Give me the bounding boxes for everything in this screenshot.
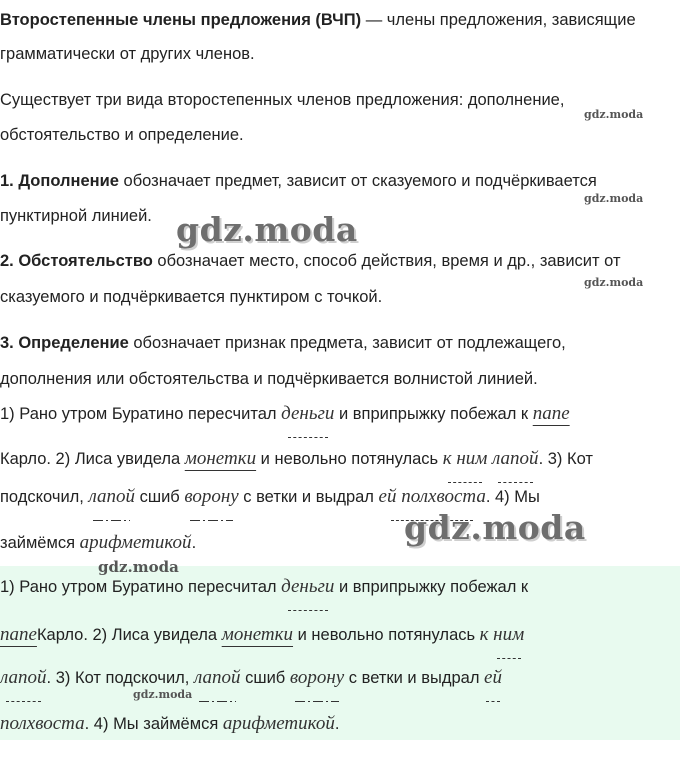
intro-line-2: грамматически от других членов. xyxy=(0,45,255,63)
watermark-big: gdz.moda xyxy=(176,210,358,249)
answer-word-dengi: деньги xyxy=(281,568,334,606)
circumstance-term: 2. Обстоятельство xyxy=(0,252,153,270)
watermark-small: gdz.moda xyxy=(584,192,644,205)
answer-line-2 xyxy=(0,616,676,654)
answer-text: . xyxy=(334,715,340,733)
types-line-1: Существует три вида второстепенных членов предложения: дополнение, xyxy=(0,91,565,109)
intro-term: Второстепенные члены предложения (ВЧП) xyxy=(0,11,362,29)
watermark-small: gdz.moda xyxy=(584,276,644,289)
exercise-text: и невольно потянулась xyxy=(256,450,443,468)
definition-text: обозначает признак предмета, зависит от подлежащего, xyxy=(128,334,566,352)
definition-line-1 xyxy=(0,324,676,362)
answer-word-nim: ним xyxy=(493,616,524,654)
addition-line-1 xyxy=(0,162,676,200)
types-line-2: обстоятельство и определение. xyxy=(0,126,244,144)
intro-line-1 xyxy=(0,1,676,39)
answer-text: и вприпрыжку побежал к xyxy=(334,578,529,596)
answer-text: 1) Рано утром Буратино пересчитал xyxy=(0,578,282,596)
exercise-text: . xyxy=(191,534,197,552)
circumstance-line-2: сказуемого и подчёркивается пунктиром с точкой. xyxy=(0,288,383,306)
word-voronu: ворону xyxy=(184,478,238,516)
answer-word-lapoi-2: лапой xyxy=(194,659,241,697)
word-monetki: монетки xyxy=(184,448,257,469)
answer-text: Карло. 2) Лиса увидела xyxy=(36,626,222,644)
exercise-line-2 xyxy=(0,440,676,478)
definition-term: 3. Определение xyxy=(0,334,129,352)
exercise-text: . 4) Мы xyxy=(485,488,540,506)
watermark-small: gdz.moda xyxy=(98,558,179,576)
exercise-text: подскочил, xyxy=(0,488,89,506)
word-lapoi-2: лапой xyxy=(88,478,135,516)
exercise-text: 1) Рано утром Буратино пересчитал xyxy=(0,405,282,423)
circumstance-text: обозначает место, способ действия, время и др., зависит от xyxy=(152,252,621,270)
answer-text: . 3) Кот подскочил, xyxy=(46,669,194,687)
word-arifmetikoi: арифметикой xyxy=(79,532,192,553)
watermark-small: gdz.moda xyxy=(133,688,193,701)
exercise-text: займёмся xyxy=(0,534,80,552)
word-lapoi: лапой xyxy=(492,440,539,478)
definition-line-2: дополнения или обстоятельства и подчёркивается волнистой линией. xyxy=(0,370,538,388)
addition-term: 1. Дополнение xyxy=(0,172,119,190)
exercise-text: с ветки и выдрал xyxy=(238,488,379,506)
answer-word-arifmetikoi: арифметикой xyxy=(222,713,335,734)
answer-word-voronu: ворону xyxy=(290,659,344,697)
watermark-big: gdz.moda xyxy=(404,508,586,547)
answer-text: . 4) Мы займёмся xyxy=(84,715,223,733)
exercise-text: Карло. 2) Лиса увидела xyxy=(0,450,185,468)
answer-text: и невольно потянулась xyxy=(293,626,480,644)
answer-word-pape: папе xyxy=(0,624,37,645)
answer-word-k: к xyxy=(479,624,489,645)
exercise-text: . 3) Кот xyxy=(538,450,593,468)
exercise-text: сшиб xyxy=(135,488,185,506)
addition-text: обозначает предмет, зависит от сказуемого и подчёркивается xyxy=(118,172,597,190)
addition-line-2: пунктирной линией. xyxy=(0,207,152,225)
answer-word-polkhvosta: полхвоста xyxy=(0,713,85,734)
word-pape: папе xyxy=(532,403,570,424)
answer-word-ei: ей xyxy=(484,659,502,697)
intro-text: — члены предложения, зависящие xyxy=(361,11,636,29)
answer-word-lapoi: лапой xyxy=(0,659,47,697)
word-ei-polkhvosta: ей полхвоста xyxy=(379,478,486,516)
word-dengi: деньги xyxy=(281,395,334,433)
answer-line-3 xyxy=(0,659,676,697)
word-k-nim: к ним xyxy=(443,440,488,478)
answer-text: сшиб xyxy=(240,669,290,687)
answer-line-4 xyxy=(0,705,676,743)
exercise-text: и вприпрыжку побежал к xyxy=(334,405,533,423)
watermark-small: gdz.moda xyxy=(584,108,644,121)
answer-text: с ветки и выдрал xyxy=(344,669,485,687)
answer-word-monetki: монетки xyxy=(221,624,294,645)
exercise-line-1 xyxy=(0,395,676,433)
